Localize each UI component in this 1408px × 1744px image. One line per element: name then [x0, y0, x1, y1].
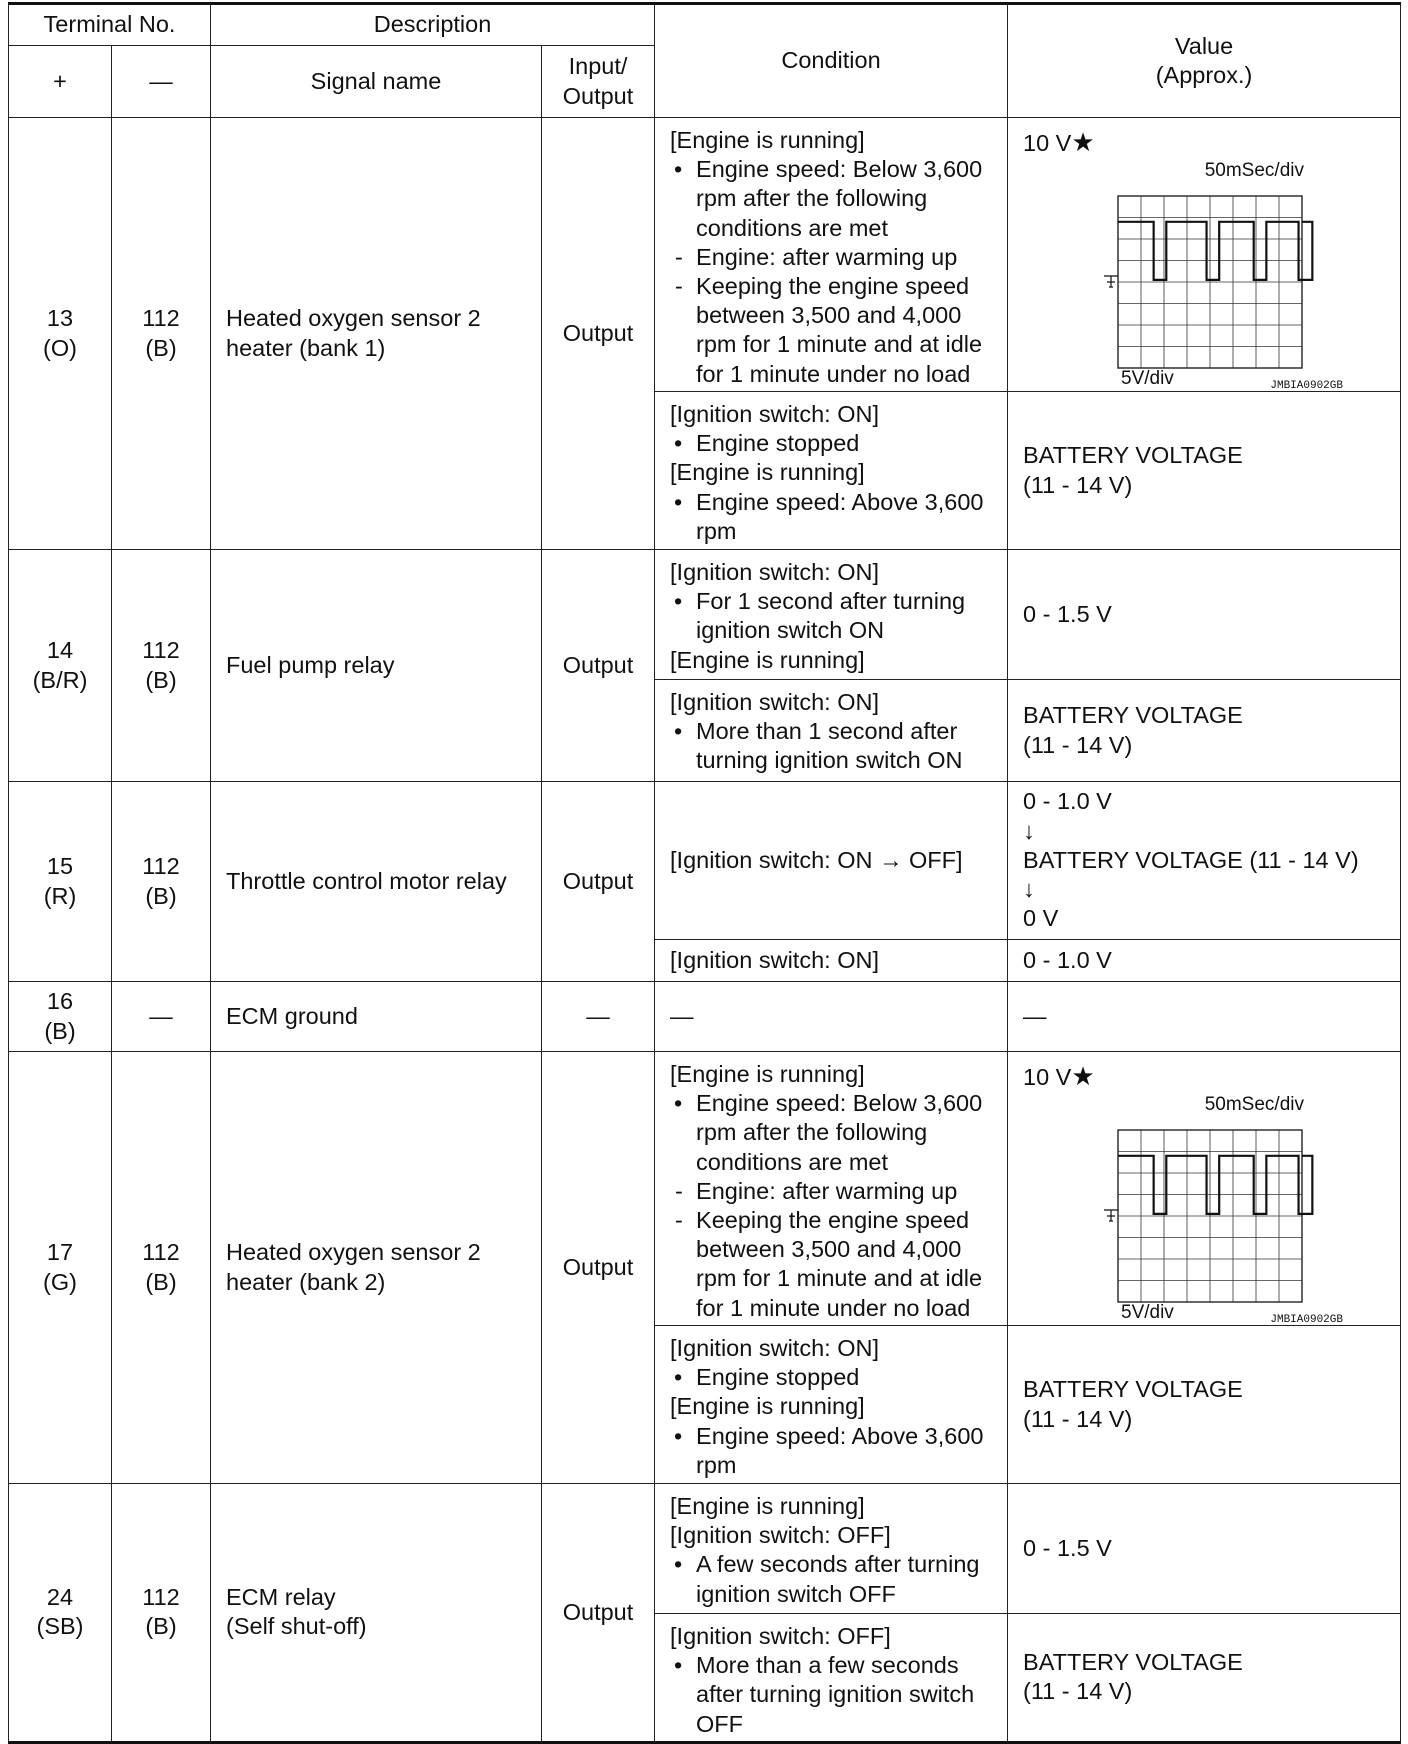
value-cell: 0 - 1.0 V — [1008, 940, 1401, 982]
battery-range: (11 - 14 V) — [1023, 471, 1133, 498]
io-type: Output — [542, 550, 655, 782]
terminal-minus-15 — [112, 782, 211, 982]
header-minus: — — [112, 46, 211, 118]
condition-cell — [655, 118, 1008, 392]
condition-bullet: • Engine speed: Below 3,600 rpm after the following conditions are met — [670, 1089, 1001, 1177]
figure-code: JMBIA0902GB — [1270, 380, 1344, 393]
condition-state: [Ignition switch: OFF] — [670, 1623, 891, 1649]
value-cell — [1008, 782, 1401, 940]
condition-dash: - Keeping the engine speed between 3,500 and 4,000 rpm for 1 minute and at idle for 1 minute under no load — [670, 272, 1001, 389]
value-cell: 0 - 1.5 V — [1008, 550, 1401, 680]
condition-cell — [655, 392, 1008, 550]
condition-cell — [655, 1052, 1008, 1326]
value-waveform-cell — [1008, 118, 1401, 392]
condition-cell: — — [655, 982, 1008, 1052]
battery-range: (11 - 14 V) — [1023, 731, 1133, 758]
condition-cell: [Ignition switch: ON] — [655, 940, 1008, 982]
arrow-down-icon: ↓ — [1023, 876, 1035, 903]
terminal-table-page — [8, 2, 1400, 1744]
condition-state: [Ignition switch: ON] — [670, 401, 879, 427]
value-cell — [1008, 680, 1401, 782]
condition-bullet: • Engine speed: Above 3,600 rpm — [670, 488, 1001, 546]
terminal-number: 112 — [142, 637, 180, 664]
terminal-plus-15 — [9, 782, 112, 982]
table-row — [9, 118, 1401, 392]
wire-color: (B) — [145, 882, 177, 909]
waveform-trace — [1118, 1156, 1312, 1214]
header-value-label: Value — [1174, 32, 1234, 59]
terminal-number: 15 — [46, 853, 74, 880]
value-line: 0 V — [1023, 905, 1059, 932]
ground-marker — [1104, 276, 1118, 287]
waveform-trace — [1118, 222, 1312, 280]
terminal-number: 17 — [46, 1239, 74, 1266]
condition-cell: [Ignition switch: ON → OFF] — [655, 782, 1008, 940]
signal-name-line: ECM relay — [226, 1584, 336, 1611]
value-waveform-cell — [1008, 1052, 1401, 1326]
condition-state: [Engine is running] — [670, 1393, 865, 1420]
battery-voltage: BATTERY VOLTAGE — [1023, 1376, 1243, 1403]
battery-voltage: BATTERY VOLTAGE — [1023, 1649, 1243, 1676]
header-terminal-no: Terminal No. — [9, 4, 211, 46]
terminal-minus-16: — — [112, 982, 211, 1052]
signal-name: Fuel pump relay — [211, 550, 542, 782]
terminal-number: 112 — [142, 305, 180, 332]
peak-voltage: 10 V — [1023, 1064, 1072, 1090]
signal-name: Throttle control motor relay — [211, 782, 542, 982]
timebase-label: 50mSec/div — [1204, 160, 1305, 182]
value-line: BATTERY VOLTAGE (11 - 14 V) — [1023, 846, 1359, 873]
table-row — [9, 982, 1401, 1052]
vscale-label: 5V/div — [1121, 368, 1174, 390]
star-icon: ★ — [1071, 127, 1095, 157]
terminal-number: 24 — [46, 1584, 74, 1611]
wire-color: (R) — [43, 882, 77, 909]
terminal-minus-24 — [112, 1484, 211, 1743]
wire-color: (B) — [145, 666, 177, 693]
peak-voltage: 10 V — [1023, 130, 1072, 156]
condition-bullet: • For 1 second after turning ignition switch ON — [670, 587, 1001, 645]
signal-name: Heated oxygen sensor 2 heater (bank 2) — [211, 1052, 542, 1484]
header-condition: Condition — [655, 4, 1008, 118]
condition-bullet: • Engine stopped — [670, 429, 1001, 458]
ground-marker — [1104, 1210, 1118, 1221]
waveform-diagram — [1023, 158, 1348, 393]
value-line: 0 - 1.0 V — [1023, 788, 1112, 815]
condition-state: [Engine is running] — [670, 1061, 865, 1087]
battery-range: (11 - 14 V) — [1023, 1405, 1133, 1432]
io-type: Output — [542, 782, 655, 982]
terminal-number: 14 — [46, 637, 74, 664]
wire-color: (B) — [145, 334, 177, 361]
wire-color: (O) — [43, 334, 77, 361]
header-signal-name: Signal name — [211, 46, 542, 118]
terminal-number: 112 — [142, 1584, 180, 1611]
condition-state: [Ignition switch: ON] — [670, 1335, 879, 1361]
terminal-plus-13 — [9, 118, 112, 550]
condition-bullet: • A few seconds after turning ignition switch OFF — [670, 1550, 1001, 1608]
terminal-plus-17 — [9, 1052, 112, 1484]
condition-cell — [655, 1484, 1008, 1614]
value-cell: — — [1008, 982, 1401, 1052]
condition-dash: - Engine: after warming up — [670, 243, 1001, 272]
terminal-plus-24 — [9, 1484, 112, 1743]
terminal-minus-17 — [112, 1052, 211, 1484]
table-row — [9, 550, 1401, 680]
signal-name-line: (Self shut-off) — [226, 1613, 367, 1640]
table-row — [9, 1052, 1401, 1326]
table-row — [9, 782, 1401, 940]
waveform-peak — [1023, 128, 1394, 158]
signal-name: Heated oxygen sensor 2 heater (bank 1) — [211, 118, 542, 550]
header-value-approx: (Approx.) — [1155, 62, 1253, 88]
terminal-number: 16 — [46, 988, 74, 1015]
wire-color: (B/R) — [32, 666, 88, 693]
battery-range: (11 - 14 V) — [1023, 1678, 1133, 1705]
condition-state: [Engine is running] — [670, 459, 865, 486]
terminal-minus-14 — [112, 550, 211, 782]
condition-state: [Ignition switch: OFF] — [670, 1522, 891, 1549]
terminal-plus-16 — [9, 982, 112, 1052]
vscale-label: 5V/div — [1121, 1302, 1174, 1324]
condition-state: [Ignition switch: ON] — [670, 689, 879, 715]
terminal-number: 112 — [142, 853, 180, 880]
wire-color: (B) — [145, 1268, 177, 1295]
value-cell — [1008, 1326, 1401, 1484]
condition-bullet: • Engine speed: Above 3,600 rpm — [670, 1422, 1001, 1480]
arrow-down-icon: ↓ — [1023, 817, 1035, 844]
wire-color: (B) — [145, 1613, 177, 1640]
table-row — [9, 1484, 1401, 1614]
io-type: — — [542, 982, 655, 1052]
header-io — [542, 46, 655, 118]
io-type: Output — [542, 1484, 655, 1743]
wire-color: (G) — [43, 1268, 77, 1295]
value-cell — [1008, 1614, 1401, 1743]
condition-state: [Ignition switch: ON] — [670, 559, 879, 585]
condition-cell — [655, 680, 1008, 782]
wire-color: (B) — [44, 1017, 76, 1044]
terminal-minus-13 — [112, 118, 211, 550]
battery-voltage: BATTERY VOLTAGE — [1023, 702, 1243, 729]
condition-state: [Engine is running] — [670, 127, 865, 153]
condition-dash: - Keeping the engine speed between 3,500 and 4,000 rpm for 1 minute and at idle for 1 minute under no load — [670, 1206, 1001, 1323]
waveform-peak — [1023, 1062, 1394, 1092]
condition-state: [Engine is running] — [670, 646, 865, 673]
io-type: Output — [542, 1052, 655, 1484]
header-io-line1: Input/ — [568, 53, 628, 80]
wire-color: (SB) — [36, 1613, 84, 1640]
condition-dash: - Engine: after warming up — [670, 1177, 1001, 1206]
terminal-number: 13 — [46, 305, 74, 332]
condition-cell — [655, 1614, 1008, 1743]
header-description: Description — [211, 4, 655, 46]
battery-voltage: BATTERY VOLTAGE — [1023, 442, 1243, 469]
value-cell: 0 - 1.5 V — [1008, 1484, 1401, 1614]
condition-bullet: • Engine stopped — [670, 1363, 1001, 1392]
signal-name: ECM ground — [211, 982, 542, 1052]
waveform-diagram — [1023, 1092, 1348, 1327]
header-value — [1008, 4, 1401, 118]
signal-name — [211, 1484, 542, 1743]
terminal-number: 112 — [142, 1239, 180, 1266]
io-type: Output — [542, 118, 655, 550]
condition-state: [Engine is running] — [670, 1493, 865, 1519]
condition-bullet: • More than a few seconds after turning ignition switch OFF — [670, 1651, 1001, 1739]
value-cell — [1008, 392, 1401, 550]
figure-code: JMBIA0902GB — [1270, 1314, 1344, 1327]
header-io-line2: Output — [562, 82, 634, 109]
star-icon: ★ — [1071, 1061, 1095, 1091]
timebase-label: 50mSec/div — [1204, 1094, 1305, 1116]
condition-bullet: • Engine speed: Below 3,600 rpm after the following conditions are met — [670, 155, 1001, 243]
header-plus: + — [9, 46, 112, 118]
condition-cell — [655, 550, 1008, 680]
terminal-table — [8, 2, 1401, 1744]
condition-bullet: • More than 1 second after turning ignition switch ON — [670, 717, 1001, 775]
condition-cell — [655, 1326, 1008, 1484]
terminal-plus-14 — [9, 550, 112, 782]
